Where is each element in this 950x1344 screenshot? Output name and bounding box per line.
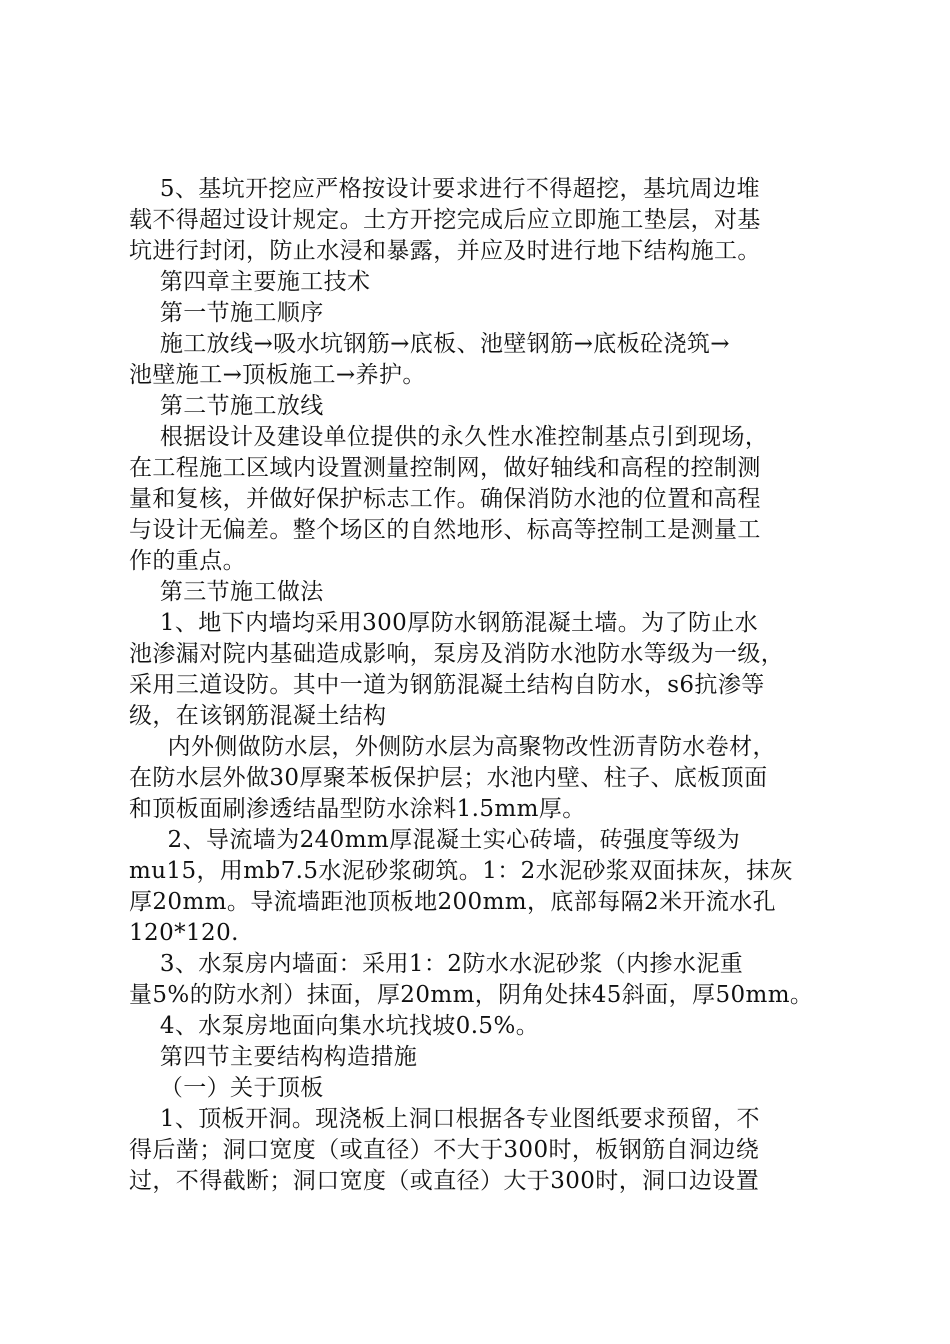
text-line: 过，不得截断；洞口宽度（或直径）大于300时，洞口边设置 xyxy=(129,1168,760,1194)
text-line: 池壁施工→顶板施工→养护。 xyxy=(129,362,426,388)
text-line: 120*120. xyxy=(129,920,239,946)
text-line: 在防水层外做30厚聚苯板保护层；水池内壁、柱子、底板顶面 xyxy=(129,765,768,791)
subsection-heading: （一）关于顶板 xyxy=(129,1075,324,1101)
text-line: 池渗漏对院内基础造成影响，泵房及消防水池防水等级为一级， xyxy=(129,641,785,667)
section-heading: 第一节施工顺序 xyxy=(129,300,324,326)
text-line: 在工程施工区域内设置测量控制网，做好轴线和高程的控制测 xyxy=(129,455,761,481)
text-line: 内外侧做防水层，外侧防水层为高聚物改性沥青防水卷材， xyxy=(129,734,776,760)
text-line: 作的重点。 xyxy=(129,548,246,574)
text-line: 量5%的防水剂）抹面，厚20mm，阴角处抹45斜面，厚50mm。 xyxy=(129,982,814,1008)
text-line: 量和复核，并做好保护标志工作。确保消防水池的位置和高程 xyxy=(129,486,761,512)
text-line: 1、地下内墙均采用300厚防水钢筋混凝土墙。为了防止水 xyxy=(129,610,759,636)
text-line: 5、基坑开挖应严格按设计要求进行不得超挖，基坑周边堆 xyxy=(129,176,760,202)
text-line: 4、水泵房地面向集水坑找坡0.5%。 xyxy=(129,1013,540,1039)
text-line: 2、导流墙为240mm厚混凝土实心砖墙，砖强度等级为 xyxy=(129,827,741,853)
text-line: 3、水泵房内墙面：采用1：2防水水泥砂浆（内掺水泥重 xyxy=(129,951,744,977)
text-line: 根据设计及建设单位提供的永久性水准控制基点引到现场， xyxy=(129,424,769,450)
text-line: 得后凿；洞口宽度（或直径）不大于300时，板钢筋自洞边绕 xyxy=(129,1137,760,1163)
text-line: 坑进行封闭，防止水浸和暴露，并应及时进行地下结构施工。 xyxy=(129,238,761,264)
chapter-heading: 第四章主要施工技术 xyxy=(129,269,371,295)
text-line: 级，在该钢筋混凝土结构 xyxy=(129,703,387,729)
text-line: mu15，用mb7.5水泥砂浆砌筑。1：2水泥砂浆双面抹灰，抹灰 xyxy=(129,858,794,884)
section-heading: 第四节主要结构构造措施 xyxy=(129,1044,418,1070)
text-line: 和顶板面刷渗透结晶型防水涂料1.5mm厚。 xyxy=(129,796,586,822)
body-text xyxy=(129,174,839,1197)
section-heading: 第二节施工放线 xyxy=(129,393,324,419)
text-line: 与设计无偏差。整个场区的自然地形、标高等控制工是测量工 xyxy=(129,517,761,543)
text-line: 载不得超过设计规定。土方开挖完成后应立即施工垫层，对基 xyxy=(129,207,761,233)
text-line: 施工放线→吸水坑钢筋→底板、池壁钢筋→底板砼浇筑→ xyxy=(129,331,730,357)
text-line: 1、顶板开洞。现浇板上洞口根据各专业图纸要求预留，不 xyxy=(129,1106,760,1132)
text-line: 采用三道设防。其中一道为钢筋混凝土结构自防水，s6抗渗等 xyxy=(129,672,765,698)
section-heading: 第三节施工做法 xyxy=(129,579,324,605)
text-line: 厚20mm。导流墙距池顶板地200mm，底部每隔2米开流水孔 xyxy=(129,889,777,915)
